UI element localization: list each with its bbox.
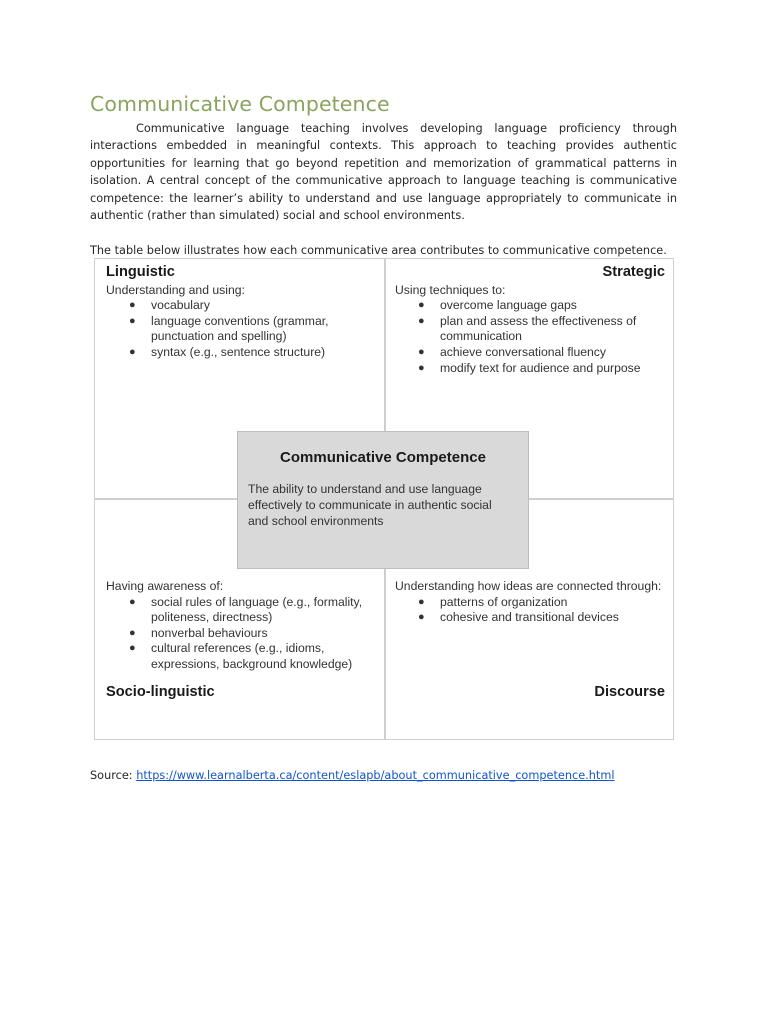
list-item: ● plan and assess the effectiveness of communication [418, 313, 637, 344]
source-line [90, 769, 615, 782]
source-link[interactable]: https://www.learnalberta.ca/content/eslapb/about_communicative_competence.html [136, 769, 615, 782]
linguistic-quadrant [106, 265, 376, 361]
bullet-icon: ● [418, 611, 425, 624]
bullet-icon: ● [418, 361, 425, 374]
list-item: ● nonverbal behaviours [129, 625, 268, 640]
linguistic-list [106, 298, 376, 360]
bullet-icon: ● [129, 642, 136, 655]
strategic-lead: Using techniques to: [395, 282, 506, 297]
discourse-title: Discourse [594, 684, 665, 700]
discourse-lead: Understanding how ideas are connected through: [395, 579, 662, 593]
socio-linguistic-lead: Having awareness of: [106, 579, 224, 593]
list-item: ● vocabulary [129, 298, 210, 313]
bullet-icon: ● [129, 299, 136, 312]
bullet-icon: ● [418, 314, 425, 327]
center-box [237, 431, 529, 569]
list-item: ● cultural references (e.g., idioms, expressions, background knowledge) [129, 641, 353, 671]
bullet-icon: ● [418, 299, 425, 312]
bullet-icon: ● [418, 345, 425, 358]
list-item: ● modify text for audience and purpose [418, 360, 641, 375]
strategic-list [395, 298, 665, 376]
intro-paragraph: Communicative language teaching involves developing language proficiency through interactions embedded in meaningful contexts. This approach to teaching provides authentic opportunities for learning that go beyond repetition and memorization of grammatical patterns in isolation. A central concept of the communicative approach to language teaching is communicative competence: the learner’s ability to understand and use language appropriately to communicate in authentic (rather than simulated) social and school environments. [90, 122, 677, 223]
center-title: Communicative Competence [280, 449, 486, 466]
bullet-icon: ● [129, 314, 136, 327]
center-description: The ability to understand and use language effectively to communicate in authentic social and school environments [248, 482, 492, 528]
strategic-quadrant [395, 265, 665, 376]
list-item: ● syntax (e.g., sentence structure) [129, 344, 326, 359]
list-item: ● overcome language gaps [418, 298, 577, 313]
socio-linguistic-title: Socio-linguistic [106, 684, 215, 700]
bullet-icon: ● [129, 626, 136, 639]
discourse-list [395, 595, 665, 626]
linguistic-title: Linguistic [106, 264, 175, 280]
strategic-title: Strategic [602, 264, 665, 280]
list-item: ● language conventions (grammar, punctuation and spelling) [129, 313, 329, 344]
table-caption: The table below illustrates how each communicative area contributes to communicative competence. [90, 244, 667, 257]
competence-diagram [94, 258, 674, 740]
list-item: ● patterns of organization [418, 594, 568, 609]
socio-linguistic-list [106, 595, 381, 673]
bullet-icon: ● [418, 595, 425, 608]
discourse-quadrant [395, 579, 665, 700]
list-item: ● cohesive and transitional devices [418, 610, 619, 625]
list-item: ● achieve conversational fluency [418, 344, 606, 359]
bullet-icon: ● [129, 345, 136, 358]
bullet-icon: ● [129, 595, 136, 608]
socio-linguistic-quadrant [106, 579, 381, 700]
source-label: Source: [90, 769, 137, 782]
page-heading: Communicative Competence [90, 92, 390, 116]
linguistic-lead: Understanding and using: [106, 282, 245, 297]
list-item: ● social rules of language (e.g., formality, politeness, directness) [129, 594, 363, 625]
